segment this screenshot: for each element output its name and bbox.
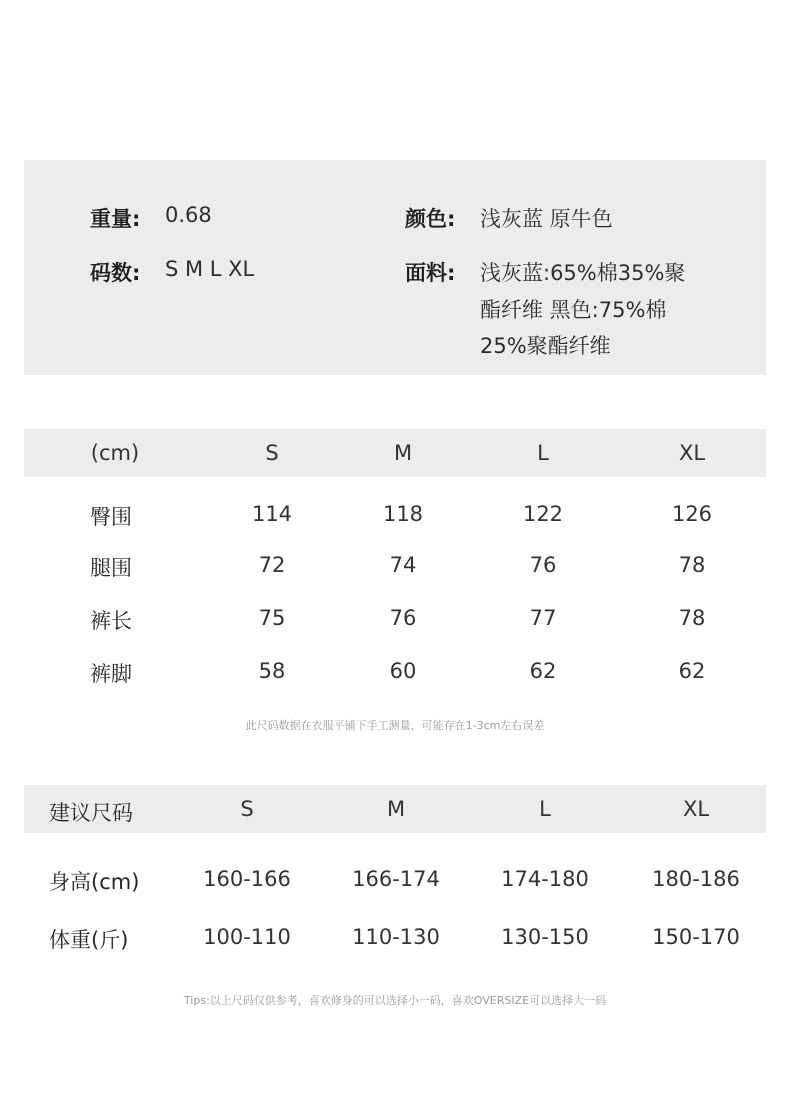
table-cell: 77 [529,606,557,630]
table-row-label: 体重(斤) [49,928,129,952]
table-cell: 126 [671,502,713,526]
table-cell: 150-170 [652,925,740,949]
table-row-label: 腿围 [90,556,132,580]
size-header-l: L [539,797,551,821]
table-cell: 166-174 [352,867,440,891]
color-label: 颜色: [405,207,456,231]
table-cell: 100-110 [203,925,291,949]
table-cell: 114 [251,502,293,526]
table-cell: 180-186 [652,867,740,891]
size-header-xl: XL [678,441,706,465]
table-cell: 76 [389,606,417,630]
fabric-line: 25%聚酯纤维 [480,334,611,358]
table-cell: 130-150 [501,925,589,949]
table-cell: 118 [382,502,424,526]
recommendation-header-label: 建议尺码 [49,801,133,825]
table-cell: 62 [678,659,706,683]
table-cell: 76 [529,553,557,577]
sizes-value: S M L XL [165,257,255,281]
table-row-label: 裤脚 [90,662,132,686]
size-header-m: M [386,797,406,821]
size-header-s: S [265,441,279,465]
size-header-s: S [240,797,254,821]
unit-header: (cm) [90,441,140,465]
table-row-label: 裤长 [90,609,132,633]
table-cell: 110-130 [352,925,440,949]
fabric-line: 酯纤维 黑色:75%棉 [480,298,667,322]
table-cell: 160-166 [203,867,291,891]
size-header-m: M [393,441,413,465]
table-cell: 174-180 [501,867,589,891]
weight-value: 0.68 [165,203,212,227]
sizes-label: 码数: [90,261,141,285]
table-row-label: 臀围 [90,505,132,529]
table-cell: 58 [258,659,286,683]
table-cell: 122 [522,502,564,526]
table-cell: 72 [258,553,286,577]
table-cell: 78 [678,553,706,577]
table-cell: 74 [389,553,417,577]
fabric-label: 面料: [405,261,456,285]
tips-note: Tips:以上尺码仅供参考，喜欢修身的可以选择小一码，喜欢OVERSIZE可以选择大一码 [183,994,607,1007]
fabric-line: 浅灰蓝:65%棉35%聚 [480,261,686,285]
measurement-note: 此尺码数据在衣服平铺下手工测量，可能存在1-3cm左右误差 [245,719,545,732]
color-value: 浅灰蓝 原牛色 [480,207,613,231]
table-cell: 78 [678,606,706,630]
size-header-l: L [537,441,549,465]
table-row-label: 身高(cm) [49,870,140,894]
table-cell: 62 [529,659,557,683]
table-cell: 60 [389,659,417,683]
weight-label: 重量: [90,207,141,231]
table-cell: 75 [258,606,286,630]
size-header-xl: XL [682,797,710,821]
